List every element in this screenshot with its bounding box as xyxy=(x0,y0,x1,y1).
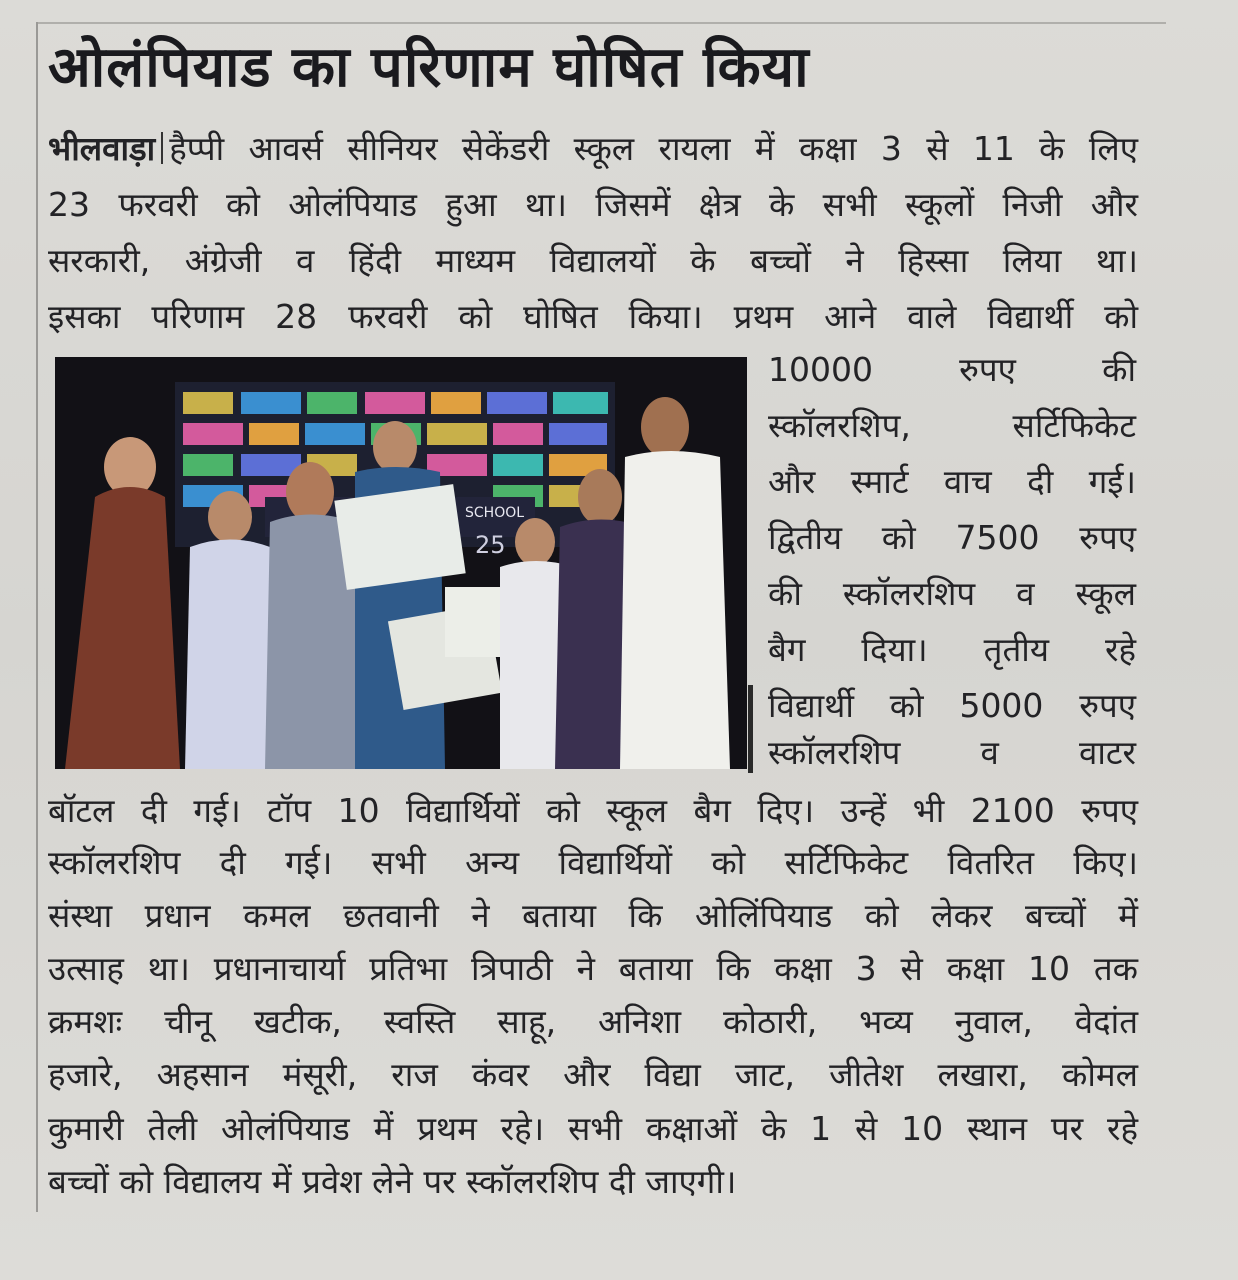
article-line: बॉटल दी गई। टॉप 10 विद्यार्थियों को स्कूल बैग दिए। उन्हें भी 2100 रुपए xyxy=(48,791,1138,830)
article-line: की स्कॉलरशिप व स्कूल xyxy=(768,574,1136,613)
dateline-separator xyxy=(161,132,163,164)
article-line: स्कॉलरशिप, सर्टिफिकेट xyxy=(768,406,1136,445)
article-line: स्कॉलरशिप व वाटर xyxy=(768,733,1136,772)
photo-edge-mark xyxy=(748,685,753,773)
article-line xyxy=(48,124,1138,174)
article-line: बच्चों को विद्यालय में प्रवेश लेने पर स्कॉलरशिप दी जाएगी। xyxy=(48,1162,737,1201)
article-photo xyxy=(55,357,747,769)
article-line-text: हैप्पी आवर्स सीनियर सेकेंडरी स्कूल रायला में कक्षा 3 से 11 के लिए xyxy=(169,129,1138,168)
article-line: और स्मार्ट वाच दी गई। xyxy=(768,462,1136,501)
article-line: हजारे, अहसान मंसूरी, राज कंवर और विद्या जाट, जीतेश लखारा, कोमल xyxy=(48,1055,1138,1094)
banner-number: 25 xyxy=(475,531,506,559)
article-line: इसका परिणाम 28 फरवरी को घोषित किया। प्रथम आने वाले विद्यार्थी को xyxy=(48,297,1138,336)
dateline: भीलवाड़ा xyxy=(48,129,156,168)
column-rule-left xyxy=(36,22,38,1212)
article-headline: ओलंपियाड का परिणाम घोषित किया xyxy=(48,35,810,100)
article-line: क्रमशः चीनू खटीक, स्वस्ति साहू, अनिशा कोठारी, भव्य नुवाल, वेदांत xyxy=(48,1002,1138,1041)
award-ceremony-photo xyxy=(55,357,747,769)
article-line: कुमारी तेली ओलंपियाड में प्रथम रहे। सभी कक्षाओं के 1 से 10 स्थान पर रहे xyxy=(48,1109,1138,1148)
article-line: स्कॉलरशिप दी गई। सभी अन्य विद्यार्थियों को सर्टिफिकेट वितरित किए। xyxy=(48,843,1138,882)
article-line: बैग दिया। तृतीय रहे xyxy=(768,630,1136,669)
article-line: विद्यार्थी को 5000 रुपए xyxy=(768,686,1136,725)
article-line: 10000 रुपए की xyxy=(768,350,1136,389)
article-line: उत्साह था। प्रधानाचार्या प्रतिभा त्रिपाठी ने बताया कि कक्षा 3 से कक्षा 10 तक xyxy=(48,949,1138,988)
article-line: 23 फरवरी को ओलंपियाड हुआ था। जिसमें क्षेत्र के सभी स्कूलों निजी और xyxy=(48,185,1138,224)
article-line: द्वितीय को 7500 रुपए xyxy=(768,518,1136,557)
article-line: सरकारी, अंग्रेजी व हिंदी माध्यम विद्यालयों के बच्चों ने हिस्सा लिया था। xyxy=(48,241,1138,280)
article-line: संस्था प्रधान कमल छतवानी ने बताया कि ओलिंपियाड को लेकर बच्चों में xyxy=(48,896,1138,935)
column-rule-top xyxy=(36,22,1166,24)
banner-text: SCHOOL xyxy=(465,505,525,521)
